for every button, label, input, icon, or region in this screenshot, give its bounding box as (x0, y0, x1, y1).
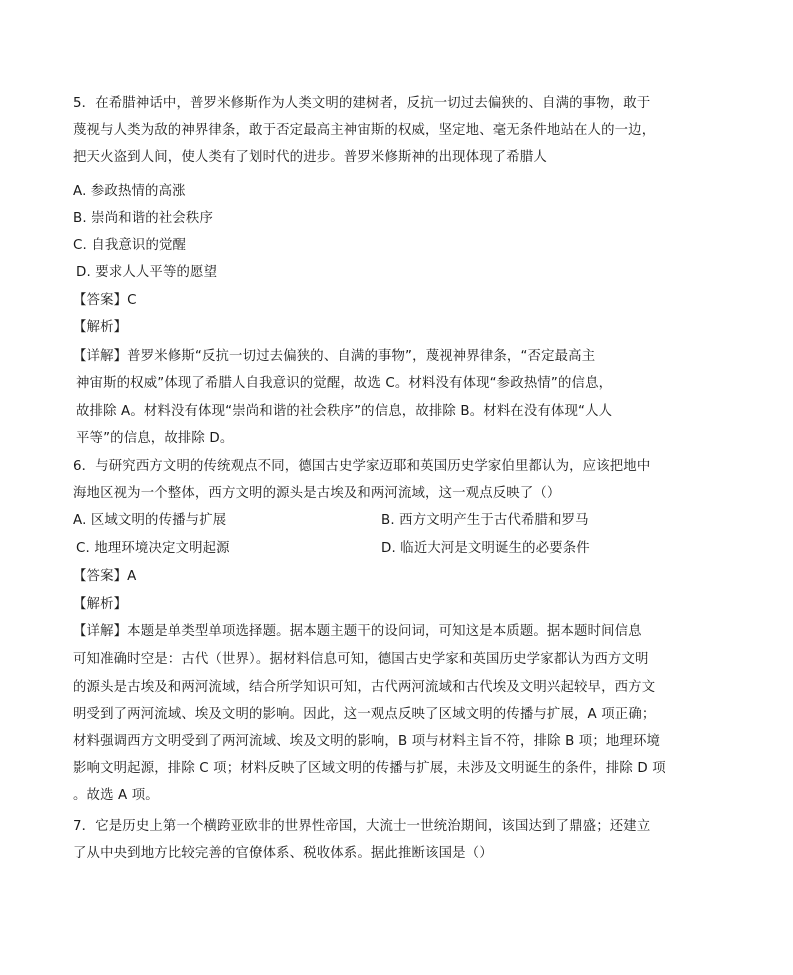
q5-option-c: C. 自我意识的觉醒 (73, 238, 187, 253)
q6-analysis-label: 【解析】 (73, 597, 128, 612)
q5-analysis-label: 【解析】 (73, 320, 128, 335)
q6-option-a: A. 区域文明的传播与扩展 (73, 513, 227, 528)
q5-stem-line-2: 蔑视与人类为敌的神界律条，敢于否定最高主神宙斯的权威，坚定地、毫无条件地站在人的一边， (73, 123, 656, 138)
q5-stem-line-1: 5．在希腊神话中，普罗米修斯作为人类文明的建树者，反抗一切过去偏狭的、自满的事物，敢于 (73, 96, 651, 111)
q6-stem-line-2: 海地区视为一个整体，西方文明的源头是古埃及和两河流域，这一观点反映了（） (73, 486, 561, 501)
q5-detail-line-3: 故排除 A。材料没有体现“崇尚和谐的社会秩序”的信息，故排除 B。材料在没有体现“人人 (76, 404, 613, 419)
q5-detail-line-1: 【详解】普罗米修斯“反抗一切过去偏狭的、自满的事物”，蔑视神界律条，“否定最高主 (73, 349, 596, 364)
q5-option-a: A. 参政热情的高涨 (73, 184, 186, 199)
q6-option-b: B. 西方文明产生于古代希腊和罗马 (381, 513, 589, 528)
q5-option-d: D. 要求人人平等的愿望 (76, 265, 218, 280)
q6-detail-line-6: 影响文明起源，排除 C 项；材料反映了区域文明的传播与扩展，未涉及文明诞生的条件，排除 D 项 (73, 761, 666, 776)
q5-detail-line-2: 神宙斯的权威”体现了希腊人自我意识的觉醒，故选 C。材料没有体现“参政热情”的信息， (76, 376, 613, 391)
q6-detail-line-4: 明受到了两河流域、埃及文明的影响。因此，这一观点反映了区域文明的传播与扩展，A 项正确； (73, 707, 656, 722)
q7-stem-line-2: 了从中央到地方比较完善的官僚体系、税收体系。据此推断该国是（） (73, 846, 493, 861)
q5-answer: 【答案】C (73, 293, 137, 308)
q7-stem-line-1: 7．它是历史上第一个横跨亚欧非的世界性帝国，大流士一世统治期间，该国达到了鼎盛；还建立 (73, 819, 651, 834)
q6-answer: 【答案】A (73, 569, 137, 584)
q6-detail-line-2: 可知准确时空是：古代（世界）。据材料信息可知，德国古史学家和英国历史学家都认为西方文明 (73, 652, 649, 667)
q6-stem-line-1: 6．与研究西方文明的传统观点不同，德国古史学家迈耶和英国历史学家伯里都认为，应该把地中 (73, 459, 651, 474)
q6-option-c: C. 地理环境决定文明起源 (76, 541, 230, 556)
q6-detail-line-3: 的源头是古埃及和两河流域，结合所学知识可知，古代两河流域和古代埃及文明兴起较早，西方文 (73, 680, 656, 695)
q5-detail-line-4: 平等”的信息，故排除 D。 (76, 431, 234, 446)
q5-option-b: B. 崇尚和谐的社会秩序 (73, 211, 214, 226)
q5-stem-line-3: 把天火盗到人间，使人类有了划时代的进步。普罗米修斯神的出现体现了希腊人 (73, 150, 547, 165)
q6-option-d: D. 临近大河是文明诞生的必要条件 (381, 541, 590, 556)
q6-detail-line-5: 材料强调西方文明受到了两河流域、埃及文明的影响，B 项与材料主旨不符，排除 B 项；地理环境 (73, 734, 661, 749)
q6-detail-line-7: 。故选 A 项。 (73, 788, 159, 803)
q6-detail-line-1: 【详解】本题是单类型单项选择题。据本题主题干的设问词，可知这是本质题。据本题时间信息 (73, 624, 642, 639)
